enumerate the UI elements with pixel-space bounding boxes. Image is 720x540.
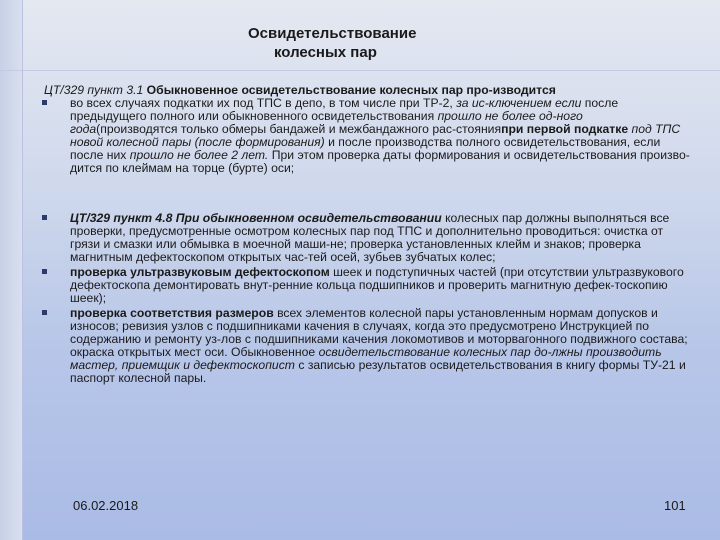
title-line-2: колесных пар [274,44,377,61]
horizontal-rule [0,70,720,71]
bullet-item-2: ЦТ/329 пункт 4.8 При обыкновенном освидетельствовании колесных пар должны выполняться все проверки, предусмотренные осмотром колесных пар под ТПС и дополнительно проводиться: очистка от грязи и смазки или обмывка в моечной маши-не; проверка установленных клейм и знаков; проверка магнитным дефектоскопом открытых час-тей осей, зубьев зубчатых колес; [44,212,692,264]
bullet-marker [42,269,47,274]
footer-date: 06.02.2018 [73,498,139,513]
bullet-item-3: проверка ультразвуковым дефектоскопом шеек и подступичных частей (при отсутствии ультразвукового дефектоскопа демонтировать внут-ренние кольца подшипников и проверить магнитную дефек-тоскопию шеек); [44,266,692,305]
bullet-marker [42,100,47,105]
bullet-marker [42,215,47,220]
vertical-rule [22,0,23,540]
intro-ref: ЦТ/329 пункт 3.1 [44,83,144,97]
bullet-marker [42,310,47,315]
page-number: 101 [664,498,686,513]
bullet-item-4: проверка соответствия размеров всех элементов колесной пары установленным нормам допусков и износов; ревизия узлов с подшипниками качения в случаях, когда это предусмотрено Инструкцией по содержанию и ремонту уз-лов с подшипниками качения локомотивов и моторвагонного подвижного состава; окраска открытых мест оси. Обыкновенное освидетельствование колесных пар до-лжны производить мастер, приемщик и дефектоскопист с записью результатов освидетельствования в книгу формы ТУ-21 и паспорт колесной пары. [44,307,692,385]
left-decor-strip [0,0,22,540]
slide-title [230,24,490,62]
title-line-1: Освидетельствование [248,25,417,42]
slide-body [44,84,692,385]
bullet-item-1: во всех случаях подкатки их под ТПС в депо, в том числе при ТР-2, за ис-ключением если после предыдущего полного или обыкновенного освидетельствования прошло не более од-ного года(производятся только обмеры бандажей и межбандажного рас-стоянияпри первой подкатке под ТПС новой колесной пары (после формирования) и после производства полного освидетельствования, если после них прошло не более 2 лет. При этом проверка даты формирования и освидетельствования произво-дится по клеймам на торце (бурте) оси; [44,97,692,175]
intro-bold: Обыкновенное освидетельствование колесных пар про-изводится [143,83,556,97]
